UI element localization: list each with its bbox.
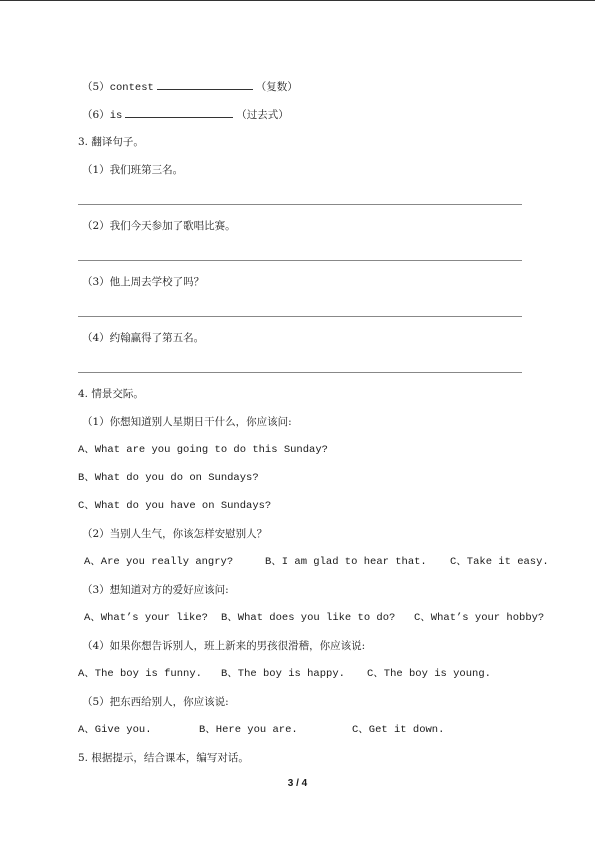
item-number: （6） <box>82 109 110 121</box>
translate-item-3: （3）他上周去学校了吗？ <box>82 276 205 288</box>
option-c[interactable]: C、What do you have on Sundays? <box>78 500 272 512</box>
option-b[interactable]: B、What do you do on Sundays? <box>78 472 259 484</box>
section-5-heading: 5. 根据提示，结合课本，编写对话。 <box>78 752 249 764</box>
option-a[interactable]: A、What’s your like? <box>84 612 208 624</box>
option-a[interactable]: A、What are you going to do this Sunday? <box>78 444 328 456</box>
question-prompt: （5）把东西给别人，你应该说: <box>82 696 229 708</box>
question-prompt: （3）想知道对方的爱好应该问: <box>82 584 229 596</box>
item-word: is <box>109 110 123 122</box>
answer-line[interactable] <box>78 372 522 373</box>
answer-line[interactable] <box>78 260 522 261</box>
section-4-heading: 4. 情景交际。 <box>78 388 144 400</box>
option-b[interactable]: B、What does you like to do? <box>221 612 396 624</box>
option-c[interactable]: C、What’s your hobby? <box>414 612 545 624</box>
section-3-heading: 3. 翻译句子。 <box>78 136 144 148</box>
option-c[interactable]: C、The boy is young. <box>367 668 491 680</box>
top-border <box>0 0 595 1</box>
answer-line[interactable] <box>78 316 522 317</box>
fill-item-6 <box>82 107 289 123</box>
option-b[interactable]: B、Here you are. <box>199 724 298 736</box>
option-b[interactable]: B、The boy is happy. <box>221 668 345 680</box>
answer-line[interactable] <box>78 204 522 205</box>
option-a[interactable]: A、The boy is funny. <box>78 668 202 680</box>
item-number: （5） <box>82 81 110 93</box>
answer-blank[interactable] <box>125 107 233 118</box>
translate-item-1: （1）我们班第三名。 <box>82 164 184 176</box>
option-b[interactable]: B、I am glad to hear that. <box>265 556 427 568</box>
option-a[interactable]: A、Are you really angry? <box>84 556 234 568</box>
translate-item-4: （4）约翰赢得了第五名。 <box>82 332 205 344</box>
translate-item-2: （2）我们今天参加了歌唱比赛。 <box>82 220 236 232</box>
question-prompt: （2）当别人生气，你该怎样安慰别人？ <box>82 528 268 540</box>
option-c[interactable]: C、Take it easy. <box>450 556 549 568</box>
question-prompt: （4）如果你想告诉别人，班上新来的男孩很滑稽，你应该说: <box>82 640 366 652</box>
option-c[interactable]: C、Get it down. <box>352 724 445 736</box>
page-number: 3 / 4 <box>287 778 308 789</box>
item-hint: （复数） <box>255 81 298 93</box>
answer-blank[interactable] <box>157 79 253 90</box>
item-word: contest <box>109 82 154 94</box>
item-hint: （过去式） <box>236 109 289 121</box>
option-a[interactable]: A、Give you. <box>78 724 152 736</box>
fill-item-5 <box>82 79 298 95</box>
question-prompt: （1）你想知道别人星期日干什么，你应该问: <box>82 416 292 428</box>
